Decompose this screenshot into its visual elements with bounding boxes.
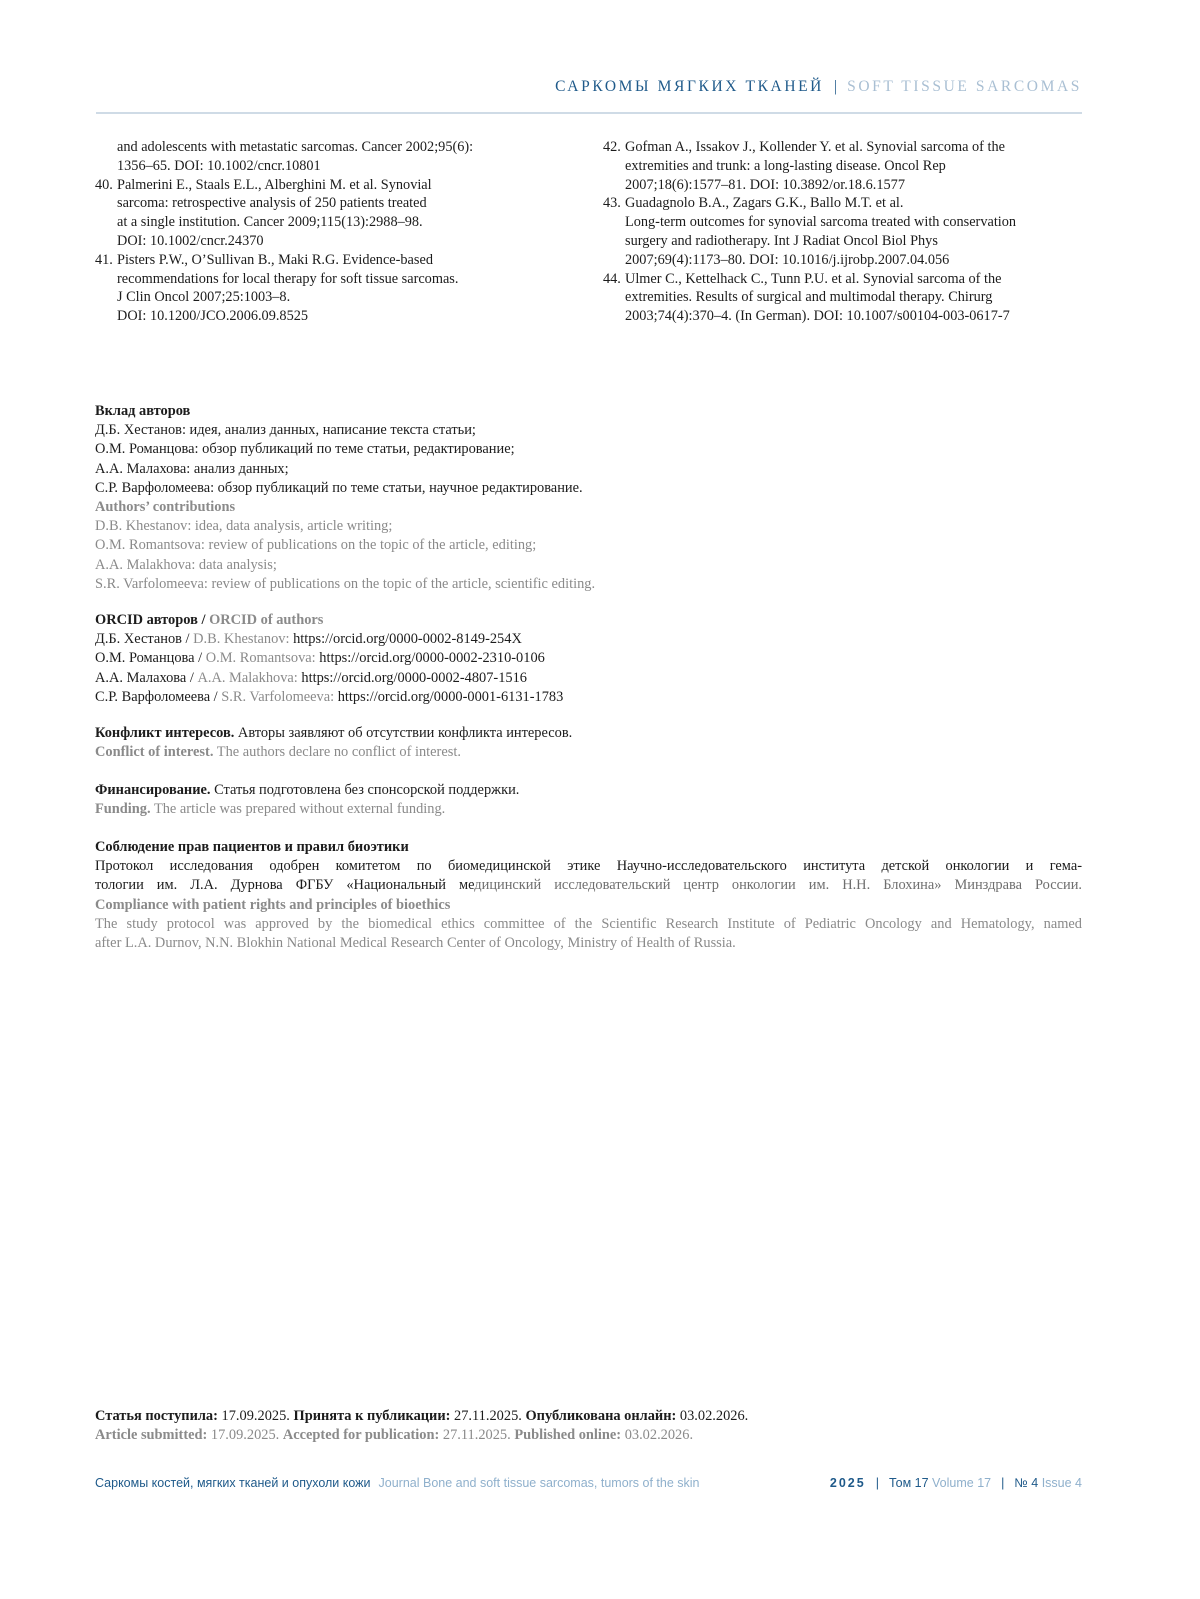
reference-40 <box>95 176 535 251</box>
published-date-ru: 03.02.2026. <box>676 1408 749 1424</box>
funding-text-en: The article was prepared without external funding. <box>150 801 446 818</box>
contribution-line-en: O.M. Romantsova: review of publications on the topic of the article, editing; <box>95 537 537 554</box>
reference-42 <box>603 138 1073 194</box>
funding-en <box>95 800 1085 819</box>
orcid-author-ru: А.А. Малахова / <box>95 669 198 686</box>
conflict-text-en: The authors declare no conflict of interest. <box>213 744 461 761</box>
reference-line: 1356–65. DOI: 10.1002/cncr.10801 <box>117 157 321 174</box>
reference-line: at a single institution. Cancer 2009;115(13):2988–98. <box>117 214 423 231</box>
published-date-en: 03.02.2026. <box>621 1427 694 1444</box>
submitted-label-ru: Статья поступила: <box>95 1408 218 1424</box>
ethics-line-en: after L.A. Durnov, N.N. Blokhin National Medical Research Center of Oncology, Ministry of Health of Russia. <box>95 935 736 952</box>
contributions-section <box>95 402 1085 594</box>
reference-line: Long-term outcomes for synovial sarcoma treated with conservation <box>625 214 1017 231</box>
orcid-author-row <box>95 688 1085 707</box>
accepted-date-ru: 27.11.2025. <box>450 1408 526 1424</box>
orcid-heading-en: ORCID of authors <box>209 612 324 628</box>
reference-line: 2007;18(6):1577–81. DOI: 10.3892/or.18.6.1577 <box>625 176 905 193</box>
contribution-line-en: S.R. Varfolomeeva: review of publications on the topic of the article, scientific editing. <box>95 575 596 592</box>
orcid-author-ru: С.Р. Варфоломеева / <box>95 688 222 705</box>
reference-number: 43. <box>603 195 621 212</box>
references-right-column <box>603 138 1073 326</box>
dates-ru <box>95 1407 1085 1426</box>
footer-journal-en: Journal Bone and soft tissue sarcomas, tumors of the skin <box>378 1476 700 1490</box>
running-header <box>96 78 1082 96</box>
header-rule <box>96 112 1082 114</box>
contribution-line-en: A.A. Malakhova: data analysis; <box>95 556 277 573</box>
contributions-heading-ru: Вклад авторов <box>95 403 191 419</box>
orcid-author-ru: Д.Б. Хестанов / <box>95 631 194 648</box>
ethics-heading-ru: Соблюдение прав пациентов и правил биоэтики <box>95 839 409 855</box>
footer-journal-ru: Саркомы костей, мягких тканей и опухоли кожи <box>95 1476 371 1490</box>
header-separator: | <box>833 78 838 95</box>
contribution-line-ru: А.А. Малахова: анализ данных; <box>95 460 289 477</box>
reference-line: 2003;74(4):370–4. (In German). DOI: 10.1007/s00104-003-0617-7 <box>625 308 1010 325</box>
ethics-line-ru: Протокол исследования одобрен комитетом по биомедицинской этике Научно-исследовательского института детской онкологии и гема- <box>95 858 1082 875</box>
funding-text-ru: Статья подготовлена без спонсорской поддержки. <box>210 782 520 798</box>
footer-issue-ru: № 4 <box>1014 1476 1039 1490</box>
reference-line: recommendations for local therapy for soft tissue sarcomas. <box>117 270 459 287</box>
contribution-line-ru: Д.Б. Хестанов: идея, анализ данных, написание текста статьи; <box>95 422 476 439</box>
reference-line: Palmerini E., Staals E.L., Alberghini M. et al. Synovial <box>117 176 432 193</box>
footer-tom-ru: Том 17 <box>888 1476 929 1490</box>
reference-number: 42. <box>603 139 621 155</box>
running-footer <box>95 1476 1082 1494</box>
funding-label-en: Funding. <box>95 801 151 818</box>
orcid-link[interactable]: https://orcid.org/0000-0001-6131-1783 <box>337 688 564 705</box>
ethics-line-ru-part: дицинский исследовательский центр онкологии им. Н.Н. Блохина» Минздрава России. <box>474 877 1082 894</box>
reference-number: 41. <box>95 251 113 268</box>
reference-line: J Clin Oncol 2007;25:1003–8. <box>117 289 291 306</box>
contributions-heading-en: Authors’ contributions <box>95 499 236 516</box>
conflict-ru <box>95 724 1085 743</box>
orcid-author-en: O.M. Romantsova: <box>205 650 320 667</box>
footer-volume-en: Volume 17 <box>932 1476 992 1490</box>
orcid-author-row <box>95 649 1085 668</box>
reference-line: extremities and trunk: a long-lasting disease. Oncol Rep <box>625 157 946 174</box>
conflict-section <box>95 724 1085 762</box>
orcid-author-row <box>95 669 1085 688</box>
ethics-heading-en: Compliance with patient rights and principles of bioethics <box>95 896 451 913</box>
orcid-heading <box>95 611 1085 630</box>
submitted-label-en: Article submitted: <box>95 1427 208 1444</box>
reference-43 <box>603 194 1073 269</box>
footer-separator: | <box>875 1476 879 1490</box>
orcid-author-row <box>95 630 1085 649</box>
accepted-label-en: Accepted for publication: <box>282 1427 440 1444</box>
conflict-en <box>95 743 1085 762</box>
reference-39-continuation <box>95 138 535 176</box>
dates-en <box>95 1426 1085 1445</box>
orcid-link[interactable]: https://orcid.org/0000-0002-2310-0106 <box>319 650 545 667</box>
reference-line: Pisters P.W., O’Sullivan B., Maki R.G. Evidence-based <box>117 251 433 268</box>
accepted-label-ru: Принята к публикации: <box>293 1408 451 1424</box>
reference-number: 44. <box>603 270 621 287</box>
submitted-date-ru: 17.09.2025. <box>217 1408 294 1424</box>
orcid-link[interactable]: https://orcid.org/0000-0002-4807-1516 <box>301 669 527 686</box>
orcid-author-en: A.A. Malakhova: <box>197 669 302 686</box>
conflict-label-en: Conflict of interest. <box>95 744 214 761</box>
reference-number: 40. <box>95 176 113 193</box>
orcid-heading-ru: ORCID авторов / <box>95 612 210 628</box>
ethics-section <box>95 838 1082 953</box>
published-label-en: Published online: <box>514 1427 622 1444</box>
header-title-en: SOFT TISSUE SARCOMAS <box>847 78 1082 95</box>
reference-44 <box>603 270 1073 326</box>
funding-ru <box>95 781 1085 800</box>
reference-line: surgery and radiotherapy. Int J Radiat Oncol Biol Phys <box>625 232 938 249</box>
reference-line: 2007;69(4):1173–80. DOI: 10.1016/j.ijrobp.2007.04.056 <box>625 251 950 268</box>
ethics-line-ru-part: тологии им. Л.А. Дурнова ФГБУ «Национальный ме <box>95 877 475 894</box>
funding-label-ru: Финансирование. <box>95 782 211 798</box>
footer-year: 2025 <box>829 1476 866 1490</box>
reference-line: extremities. Results of surgical and multimodal therapy. Chirurg <box>625 289 993 306</box>
orcid-link[interactable]: https://orcid.org/0000-0002-8149-254X <box>293 631 522 648</box>
orcid-author-en: D.B. Khestanov: <box>193 631 294 648</box>
reference-line: Ulmer C., Kettelhack C., Tunn P.U. et al. Synovial sarcoma of the <box>625 270 1002 287</box>
orcid-author-en: S.R. Varfolomeeva: <box>221 688 338 705</box>
conflict-label-ru: Конфликт интересов. <box>95 725 235 741</box>
header-title-ru: САРКОМЫ МЯГКИХ ТКАНЕЙ <box>555 78 824 95</box>
footer-separator: | <box>1001 1476 1005 1490</box>
footer-issue-en: Issue 4 <box>1041 1476 1082 1490</box>
footer-journal <box>95 1476 700 1490</box>
contribution-line-ru: О.М. Романцова: обзор публикаций по теме статьи, редактирование; <box>95 441 515 458</box>
ethics-line-en: The study protocol was approved by the biomedical ethics committee of the Scientific Research Institute of Pediatric Oncology and Hematology, named <box>95 915 1082 932</box>
conflict-text-ru: Авторы заявляют об отсутствии конфликта интересов. <box>234 725 573 741</box>
reference-line: Gofman A., Issakov J., Kollender Y. et al. Synovial sarcoma of the <box>625 139 1005 155</box>
reference-line: sarcoma: retrospective analysis of 250 patients treated <box>117 195 427 212</box>
reference-line: DOI: 10.1002/cncr.24370 <box>117 232 264 249</box>
reference-line: DOI: 10.1200/JCO.2006.09.8525 <box>117 308 309 325</box>
funding-section <box>95 781 1085 819</box>
published-label-ru: Опубликована онлайн: <box>525 1408 677 1424</box>
submitted-date-en: 17.09.2025. <box>207 1427 283 1444</box>
footer-issue-info <box>830 1476 1082 1490</box>
dates-section <box>95 1407 1085 1445</box>
references-left-column <box>95 138 535 326</box>
orcid-author-ru: О.М. Романцова / <box>95 650 206 667</box>
reference-line: and adolescents with metastatic sarcomas. Cancer 2002;95(6): <box>117 139 474 155</box>
orcid-section <box>95 611 1085 707</box>
ethics-line-ru <box>95 876 1082 895</box>
accepted-date-en: 27.11.2025. <box>439 1427 515 1444</box>
contribution-line-en: D.B. Khestanov: idea, data analysis, article writing; <box>95 518 393 535</box>
reference-41 <box>95 251 535 326</box>
contribution-line-ru: С.Р. Варфоломеева: обзор публикаций по теме статьи, научное редактирование. <box>95 479 583 496</box>
reference-line: Guadagnolo B.A., Zagars G.K., Ballo M.T. et al. <box>625 195 904 212</box>
